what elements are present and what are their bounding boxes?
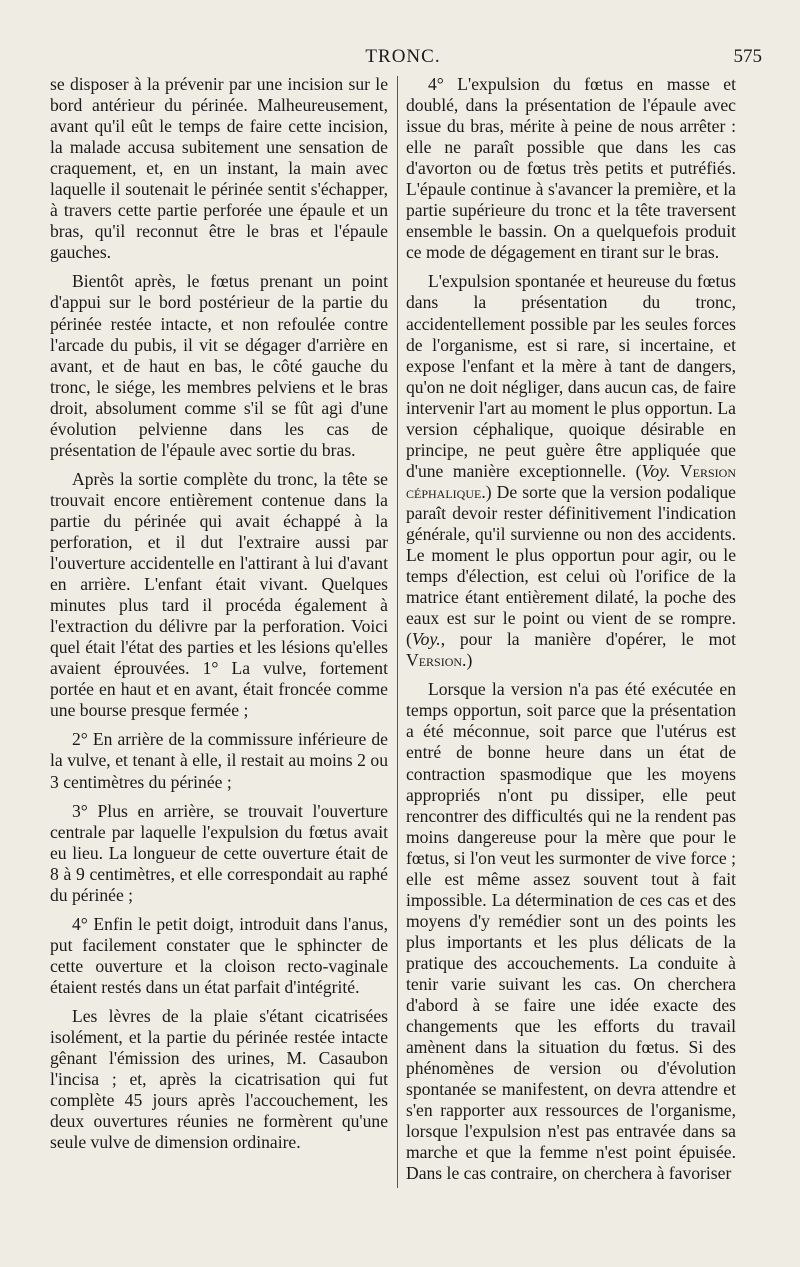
cross-reference: Version [406,650,463,671]
paragraph: Lorsque la version n'a pas été exécutée en temps opportun, soit parce que la présentation a été méconnue, soit parce que l'utérus est entré de bonne heure dans un état de contraction spasmodique que les moyens appropriés n'ont pu dissiper, elle peut rencontrer des difficultés qui ne la rendent pas moins dangereuse pour la mère que pour le fœtus, si l'on veut les surmonter de vive force ; elle est même assez souvent tout à fait impossible. La détermination de ces cas et des moyens d'y remédier sont un des points les plus importants et les plus délicats de la pratique des accouchements. La conduite à tenir varie suivant les cas. On cherchera d'abord à se faire une idée exacte des changements que les efforts du travail amènent dans la situation du fœtus. Si des phénomènes de version ou d'évolution spontanée se manifestent, on devra attendre et s'en rapporter aux ressources de l'organisme, lorsque l'expulsion n'est pas entravée dans sa marche et que la femme n'est point épuisée. Dans le cas contraire, on cherchera à favoriser [406,679,736,1184]
running-head [44,46,762,68]
text-run: .) De sorte que la version podalique paraît devoir rester définitivement l'indication générale, qu'il survienne ou non des accidents. Le moment le plus opportun pour agir, ou le temps d'élection, est celui où l'orifice de la matrice étant entièrement dilaté, la poche des eaux est sur le point ou vient de se rompre. ( [406,481,736,650]
paragraph: se disposer à la prévenir par une incision sur le bord antérieur du périnée. Malheureusement, avant qu'il eût le temps de faire cette incision, la malade accusa subitement une sensation de craquement, et, en un instant, la main avec laquelle il soutenait le périnée sentit s'échapper, à travers cette partie perforée une épaule et un bras, qu'il reconnut être le bras et l'épaule gauches. [50,74,388,263]
paragraph [406,271,736,671]
paragraph: 3° Plus en arrière, se trouvait l'ouverture centrale par laquelle l'expulsion du fœtus avait eu lieu. La longueur de cette ouverture était de 8 à 9 centimètres, et elle correspondait au raphé du périnée ; [50,800,388,905]
cross-reference: Version céphalique [406,460,736,502]
paragraph: 2° En arrière de la commissure inférieure de la vulve, et tenant à elle, il restait au moins 2 ou 3 centimètres du périnée ; [50,729,388,792]
text-run: .) [462,650,473,671]
voy-abbrev: Voy. [641,460,671,481]
column-rule [397,76,398,1188]
paragraph: 4° L'expulsion du fœtus en masse et doublé, dans la présentation de l'épaule avec issue du bras, mérite à peine de nous arrêter : elle ne paraît possible que dans les cas d'avorton ou de fœtus très petits et putréfiés. L'épaule continue à s'avancer la première, et la partie supérieure du tronc et la tête traversent ensemble le bassin. On a quelquefois produit ce mode de dégagement en tirant sur le bras. [406,74,736,263]
page-number: 575 [733,46,762,67]
voy-abbrev: Voy. [411,629,441,650]
text-run: , pour la manière d'opérer, le mot [440,629,736,650]
running-title: TRONC. [365,46,441,67]
text-run: L'expulsion spontanée et heureuse du fœtus dans la présentation du tronc, accidentellement possible par les seules forces de l'organisme, est si rare, si incertaine, et expose l'enfant et la mère à tant de dangers, qu'on ne doit négliger, dans aucun cas, de faire intervenir l'art au moment le plus opportun. La version céphalique, quoique désirable en principe, ne peut guère être appliquée que d'une manière exceptionnelle. ( [406,271,736,481]
paragraph: 4° Enfin le petit doigt, introduit dans l'anus, put facilement constater que le sphincter de cette ouverture et la cloison recto-vaginale étaient restés dans un état parfait d'intégrité. [50,913,388,997]
paragraph: Bientôt après, le fœtus prenant un point d'appui sur le bord postérieur de la partie du périnée restée intacte, et non refoulée contre l'arcade du pubis, il vit se dégager d'arrière en avant, et de haut en bas, le côté gauche du tronc, le siége, les membres pelviens et le bras droit, absolument comme s'il se fût agi d'une évolution pelvienne dans les cas de présentation de l'épaule avec sortie du bras. [50,271,388,460]
left-column [50,74,388,1161]
paragraph: Après la sortie complète du tronc, la tête se trouvait encore entièrement contenue dans la partie du périnée qui avait échappé à la perforation, et il dut l'extraire aussi par l'ouverture accidentelle en l'attirant à lui d'avant en arrière. L'enfant était vivant. Quelques minutes plus tard il procéda également à l'extraction du délivre par la perforation. Voici quel était l'état des parties et les lésions qu'elles avaient éprouvées. 1° La vulve, fortement portée en haut et en avant, était froncée comme une bourse presque fermée ; [50,468,388,721]
paragraph: Les lèvres de la plaie s'étant cicatrisées isolément, et la partie du périnée restée intacte gênant l'émission des urines, M. Casaubon l'incisa ; et, après la cicatrisation qui fut complète 45 jours après l'accouchement, les deux ouvertures réunies ne formèrent qu'une seule vulve de dimension ordinaire. [50,1005,388,1153]
right-column [406,74,736,1192]
